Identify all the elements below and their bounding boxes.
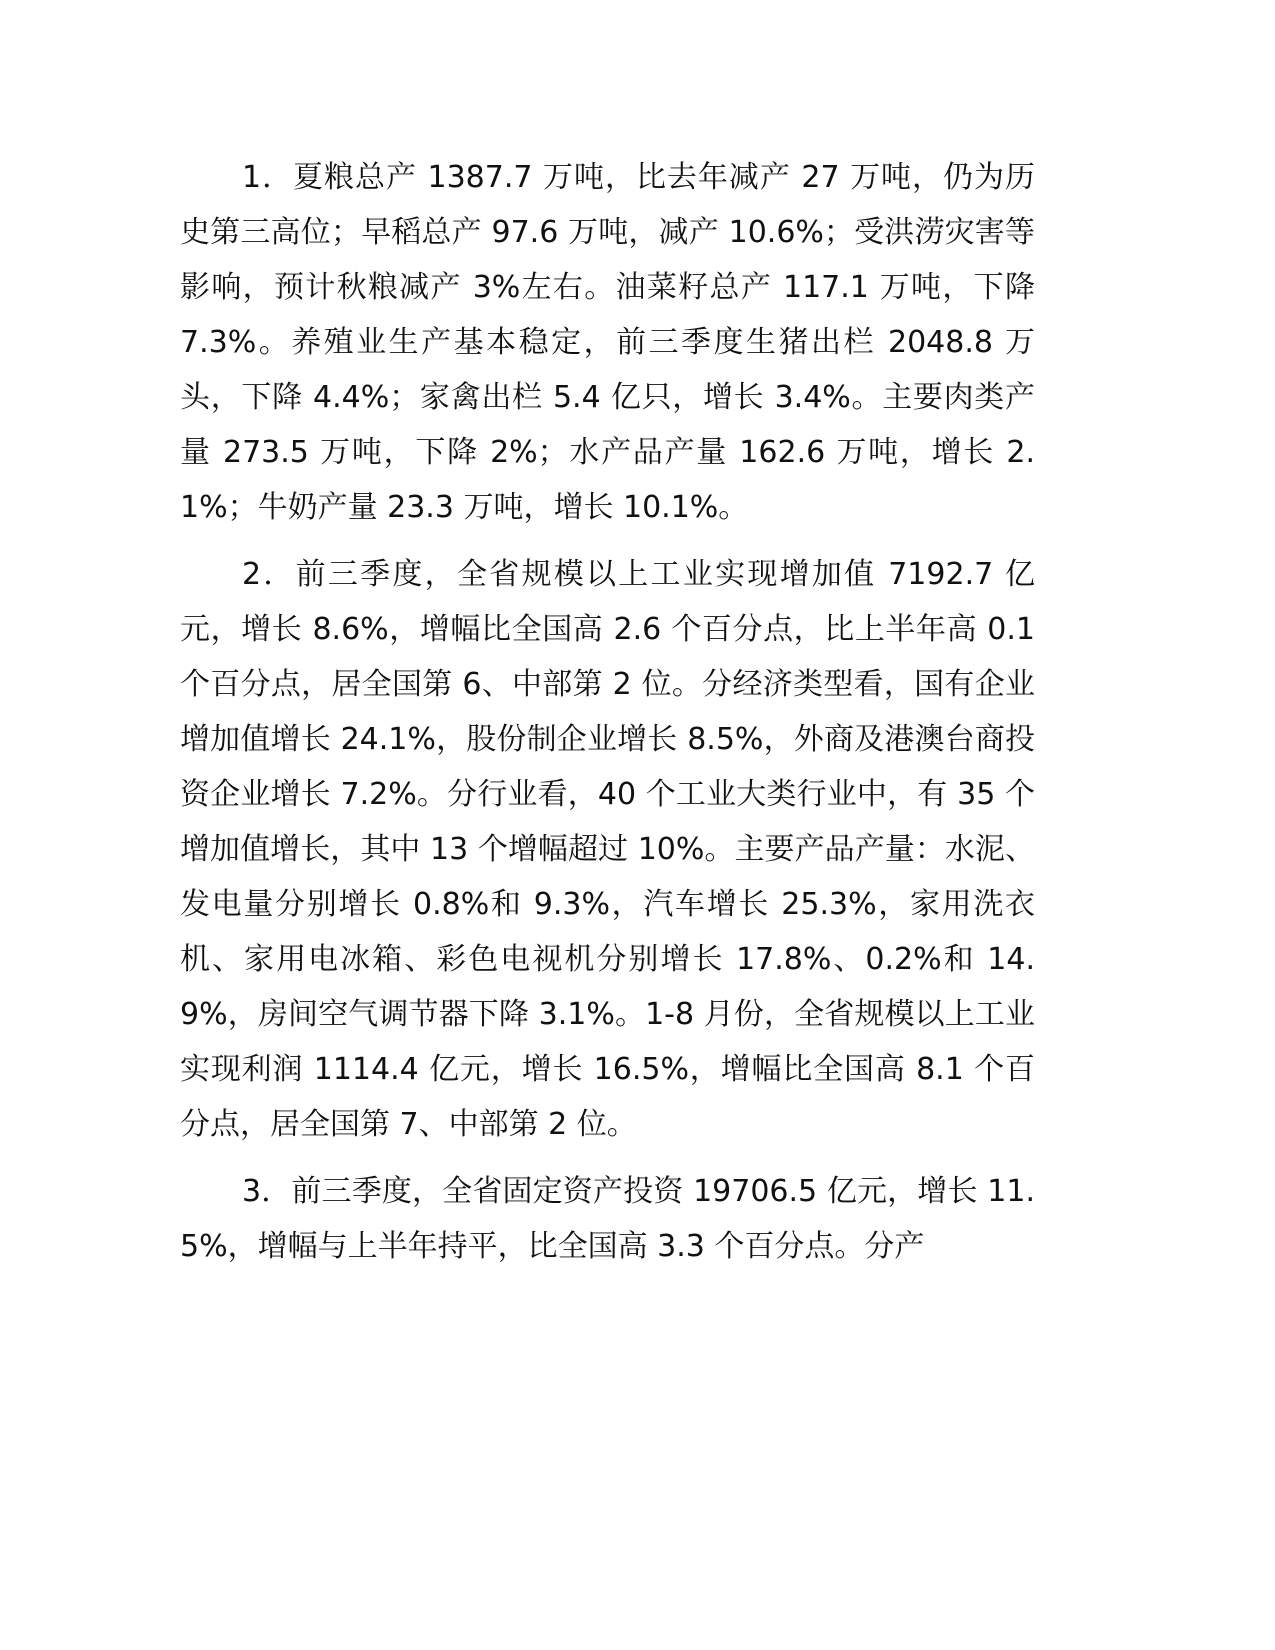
paragraph-industry: 2．前三季度，全省规模以上工业实现增加值 7192.7 亿元，增长 8.6%，增幅比全国高 2.6 个百分点，比上半年高 0.1 个百分点，居全国第 6、中部第 2 位。分经济类型看，国有企业增加值增长 24.1%，股份制企业增长 8.5%，外商及港澳台商投资企业增长 7.2%。分行业看，40 个工业大类行业中，有 35 个增加值增长，其中 13 个增幅超过 10%。主要产品产量：水泥、发电量分别增长 0.8%和 9.3%，汽车增长 25.3%，家用洗衣机、家用电冰箱、彩色电视机分别增长 17.8%、0.2%和 14.9%，房间空气调节器下降 3.1%。1-8 月份，全省规模以上工业实现利润 1114.4 亿元，增长 16.5%，增幅比全国高 8.1 个百分点，居全国第 7、中部第 2 位。: [180, 557, 1035, 1142]
document-body: [180, 150, 1035, 1286]
paragraph-agriculture: 1．夏粮总产 1387.7 万吨，比去年减产 27 万吨，仍为历史第三高位；早稻总产 97.6 万吨，减产 10.6%；受洪涝灾害等影响，预计秋粮减产 3%左右。油菜籽总产 117.1 万吨，下降 7.3%。养殖业生产基本稳定，前三季度生猪出栏 2048.8 万头，下降 4.4%；家禽出栏 5.4 亿只，增长 3.4%。主要肉类产量 273.5 万吨，下降 2%；水产品产量 162.6 万吨，增长 2.1%；牛奶产量 23.3 万吨，增长 10.1%。: [180, 160, 1035, 525]
paragraph-investment: 3．前三季度，全省固定资产投资 19706.5 亿元，增长 11.5%，增幅与上半年持平，比全国高 3.3 个百分点。分产: [180, 1174, 1035, 1264]
